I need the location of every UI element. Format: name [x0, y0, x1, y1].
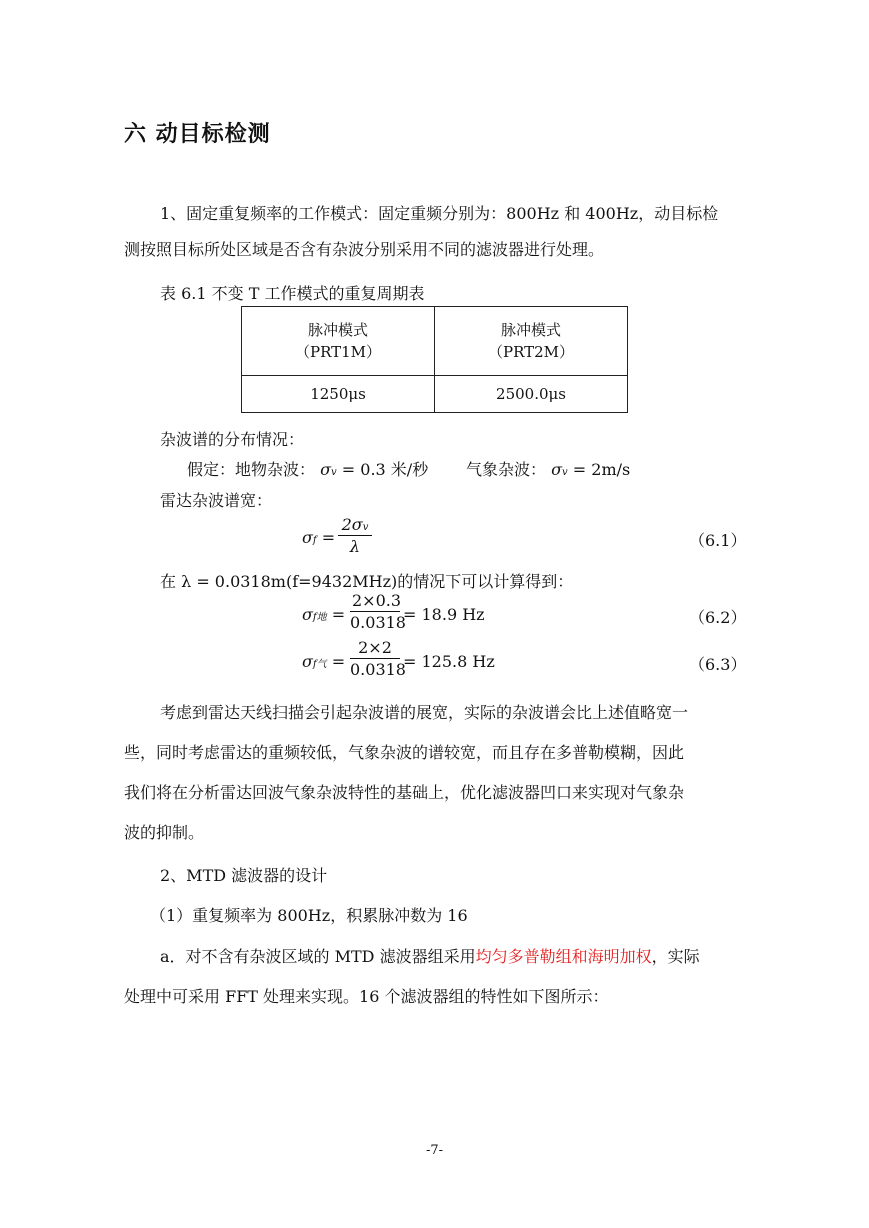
eq3-lhs: σf气 = — [302, 652, 346, 671]
para2-line3: 我们将在分析雷达回波气象杂波特性的基础上，优化滤波器凹口来实现对气象杂 — [124, 783, 685, 802]
para1-line1: 1、固定重复频率的工作模式：固定重频分别为：800Hz 和 400Hz，动目标检 — [160, 204, 719, 223]
section-heading: 六 动目标检测 — [124, 122, 271, 147]
calc-intro: 在 λ = 0.0318m(f=9432MHz)的情况下可以计算得到： — [160, 572, 574, 591]
table-caption: 表 6.1 不变 T 工作模式的重复周期表 — [160, 284, 425, 303]
weather-clutter: 气象杂波： σv = 2m/s — [466, 460, 631, 479]
eq1-number: （6.1） — [689, 531, 747, 550]
eq3-number: （6.3） — [689, 655, 747, 674]
value-cell-prt1m: 1250μs — [242, 376, 435, 413]
radar-spectrum-label: 雷达杂波谱宽： — [160, 491, 273, 510]
prt-table — [241, 306, 628, 413]
subsection1-heading: （1）重复频率为 800Hz，积累脉冲数为 16 — [150, 906, 468, 925]
eq2-fraction: $\frac{2\times 0.3}{0.0318}$ — [350, 591, 406, 632]
page-number: -7- — [426, 1143, 444, 1158]
para1-line2: 测按照目标所处区域是否含有杂波分别采用不同的滤波器进行处理。 — [124, 240, 605, 259]
ground-clutter-value: = 0.3 米/秒 — [341, 460, 429, 479]
para3-line2: 处理中可采用 FFT 处理来实现。16 个滤波器组的特性如下图所示： — [124, 987, 609, 1006]
clutter-intro: 杂波谱的分布情况： — [160, 430, 305, 449]
eq1-lhs: σf = — [302, 528, 336, 547]
para3-line1: a．对不含有杂波区域的 MTD 滤波器组采用均匀多普勒组和海明加权，实际 — [160, 947, 700, 966]
eq2-number: （6.2） — [689, 608, 747, 627]
eq1-fraction: $\frac{2\sigma v}{\lambda}$ — [338, 515, 372, 556]
para2-line4: 波的抑制。 — [124, 823, 205, 842]
weather-clutter-value: = 2m/s — [572, 460, 631, 479]
sigma-symbol: σ — [320, 460, 332, 479]
para2-line1: 考虑到雷达天线扫描会引起杂波谱的展宽，实际的杂波谱会比上述值略宽一 — [160, 703, 689, 722]
header-cell-prt2m: 脉冲模式 （PRT2M） — [435, 307, 628, 376]
eq2-result: = 18.9 Hz — [403, 605, 485, 624]
eq2-lhs: σf地 = — [302, 605, 346, 624]
assumption-line: 假定：地物杂波： σv = 0.3 米/秒 — [187, 460, 429, 479]
section2-heading: 2、MTD 滤波器的设计 — [160, 866, 328, 885]
value-cell-prt2m: 2500.0μs — [435, 376, 628, 413]
highlight-text: 均匀多普勒组和海明加权 — [475, 947, 652, 966]
para2-line2: 些，同时考虑雷达的重频较低，气象杂波的谱较宽，而且存在多普勒模糊，因此 — [124, 743, 685, 762]
eq3-fraction: $\frac{2\times 2}{0.0318}$ — [350, 638, 406, 679]
header-cell-prt1m: 脉冲模式 （PRT1M） — [242, 307, 435, 376]
eq3-result: = 125.8 Hz — [403, 652, 495, 671]
